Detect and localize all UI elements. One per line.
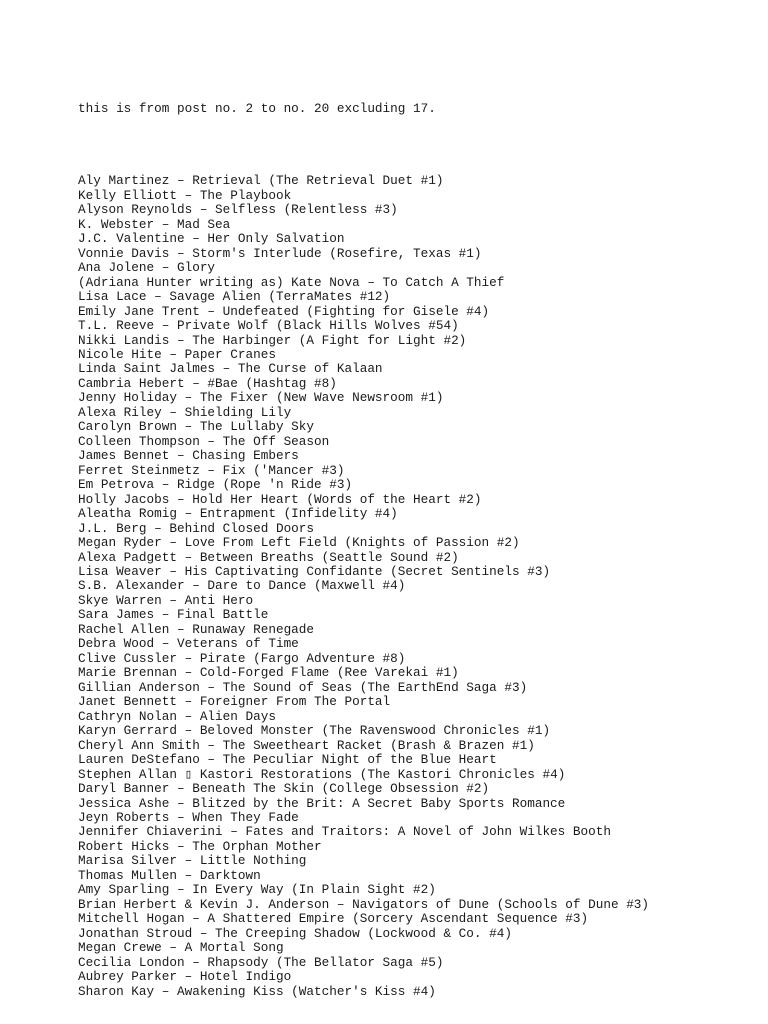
list-item: Cathryn Nolan – Alien Days [78,708,276,724]
list-item: Marisa Silver – Little Nothing [78,853,307,869]
list-item: Marie Brennan – Cold-Forged Flame (Ree Varekai #1) [78,665,459,681]
list-item: Amy Sparling – In Every Way (In Plain Sight #2) [78,882,436,898]
list-item: Alexa Padgett – Between Breaths (Seattle Sound #2) [78,549,459,565]
list-item: Jonathan Stroud – The Creeping Shadow (Lockwood & Co. #4) [78,925,512,941]
list-item: Cecilia London – Rhapsody (The Bellator Saga #5) [78,954,444,970]
list-item: Megan Crewe – A Mortal Song [78,940,284,956]
list-item: Sharon Kay – Awakening Kiss (Watcher's Kiss #4) [78,983,436,999]
list-item: Skye Warren – Anti Hero [78,592,254,608]
list-item: Cheryl Ann Smith – The Sweetheart Racket (Brash & Brazen #1) [78,737,535,753]
list-item: Em Petrova – Ridge (Rope 'n Ride #3) [78,477,353,493]
list-item: Robert Hicks – The Orphan Mother [78,838,322,854]
list-item: Jennifer Chiaverini – Fates and Traitors: A Novel of John Wilkes Booth [78,824,611,840]
list-item: Alyson Reynolds – Selfless (Relentless #3) [78,202,398,218]
list-item: Aleatha Romig – Entrapment (Infidelity #4) [78,506,398,522]
list-item: Carolyn Brown – The Lullaby Sky [78,419,315,435]
list-item: Aly Martinez – Retrieval (The Retrieval Duet #1) [78,173,444,189]
list-item: J.C. Valentine – Her Only Salvation [78,231,345,247]
list-item: Megan Ryder – Love From Left Field (Knights of Passion #2) [78,535,520,551]
list-item: S.B. Alexander – Dare to Dance (Maxwell #4) [78,578,406,594]
list-item: Janet Bennett – Foreigner From The Portal [78,694,391,710]
list-item: Lisa Weaver – His Captivating Confidante (Secret Sentinels #3) [78,564,551,579]
list-item: Stephen Allan ▯ Kastori Restorations (The Kastori Chronicles #4) [78,766,566,782]
book-list [78,174,649,999]
list-item: K. Webster – Mad Sea [78,216,231,232]
list-item: Jeyn Roberts – When They Fade [78,809,299,825]
list-item: Lisa Lace – Savage Alien (TerraMates #12) [78,289,391,305]
list-item: Vonnie Davis – Storm's Interlude (Rosefire, Texas #1) [78,245,482,261]
list-item: Lauren DeStefano – The Peculiar Night of the Blue Heart [78,752,497,768]
list-item: Brian Herbert & Kevin J. Anderson – Navigators of Dune (Schools of Dune #3) [78,896,650,912]
list-item: James Bennet – Chasing Embers [78,448,299,464]
list-item: Mitchell Hogan – A Shattered Empire (Sorcery Ascendant Sequence #3) [78,911,589,927]
list-item: Aubrey Parker – Hotel Indigo [78,969,292,985]
list-item: T.L. Reeve – Private Wolf (Black Hills Wolves #54) [78,318,459,334]
intro-text: this is from post no. 2 to no. 20 excluding 17. [78,100,436,116]
list-item: Sara James – Final Battle [78,607,269,623]
list-item: Daryl Banner – Beneath The Skin (College Obsession #2) [78,781,490,797]
list-item: Debra Wood – Veterans of Time [78,636,299,652]
list-item: Alexa Riley – Shielding Lily [78,404,292,420]
list-item: Karyn Gerrard – Beloved Monster (The Ravenswood Chronicles #1) [78,723,551,739]
list-item: Ana Jolene – Glory [78,260,216,276]
list-item: Linda Saint Jalmes – The Curse of Kalaan [78,361,383,377]
list-item: (Adriana Hunter writing as) Kate Nova – To Catch A Thief [78,274,505,290]
list-item: Ferret Steinmetz – Fix ('Mancer #3) [78,462,345,478]
list-item: Clive Cussler – Pirate (Fargo Adventure #8) [78,650,406,666]
list-item: Gillian Anderson – The Sound of Seas (The EarthEnd Saga #3) [78,679,528,695]
list-item: Jenny Holiday – The Fixer (New Wave Newsroom #1) [78,390,444,406]
document-body [78,73,649,1014]
list-item: Emily Jane Trent – Undefeated (Fighting for Gisele #4) [78,303,490,319]
list-item: Jessica Ashe – Blitzed by the Brit: A Secret Baby Sports Romance [78,795,566,811]
list-item: Holly Jacobs – Hold Her Heart (Words of the Heart #2) [78,491,482,507]
list-item: Rachel Allen – Runaway Renegade [78,621,315,637]
list-item: Cambria Hebert – #Bae (Hashtag #8) [78,375,337,391]
list-item: Colleen Thompson – The Off Season [78,433,330,449]
list-item: Kelly Elliott – The Playbook [78,187,292,203]
list-item: J.L. Berg – Behind Closed Doors [78,520,315,536]
list-item: Nikki Landis – The Harbinger (A Fight for Light #2) [78,332,467,348]
list-item: Thomas Mullen – Darktown [78,867,261,883]
list-item: Nicole Hite – Paper Cranes [78,346,276,362]
